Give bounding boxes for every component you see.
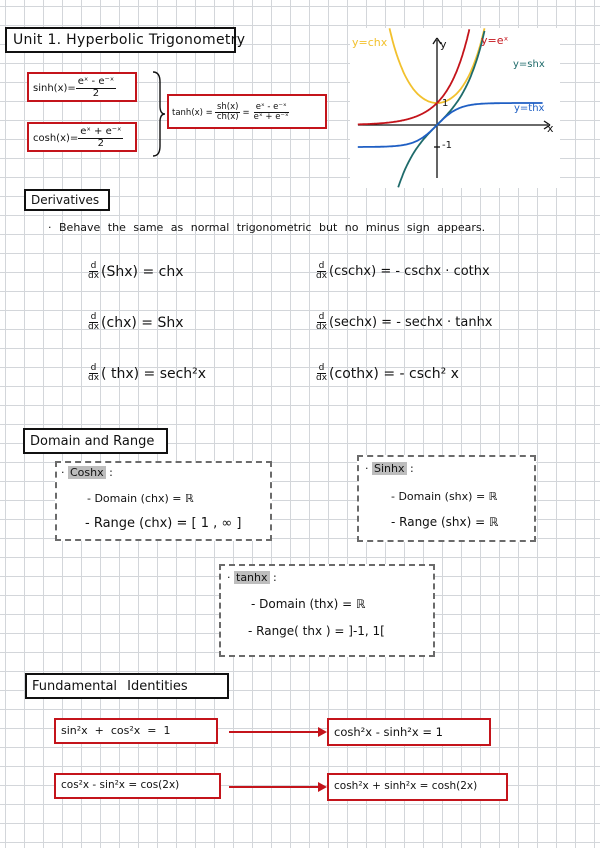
identity-row2-right — [327, 773, 508, 801]
d-dx-fraction — [314, 262, 329, 282]
derivative-item — [86, 313, 184, 333]
page-title-box — [5, 27, 246, 53]
cosh-range: - Range (chx) = [ 1 , ∞ ] — [85, 516, 242, 531]
tanh-definition-box — [167, 94, 327, 129]
derivative-item — [86, 364, 206, 384]
derivatives-note — [48, 221, 485, 234]
domain-heading-box — [23, 428, 168, 454]
derivatives-heading-box — [24, 189, 110, 211]
cosh-domain: - Domain (chx) = ℝ — [87, 492, 194, 505]
sinh-label-text: Sinhx — [374, 462, 405, 475]
derivative-item — [86, 262, 184, 282]
tanh-label-text: tanhx — [236, 571, 268, 584]
label-ex: y=eˣ — [481, 34, 509, 47]
cosh-label-text: Coshx — [70, 466, 104, 479]
tanh-equals: = — [242, 107, 250, 118]
derivatives-heading: Derivatives — [31, 193, 100, 207]
derivative-expr: ( thx) = sech²x — [101, 365, 207, 382]
page-title: Unit 1. Hyperbolic Trigonometry — [13, 32, 246, 48]
sinh-lhs: sinh(x)= — [33, 82, 76, 94]
sinh-domain: - Domain (shx) = ℝ — [391, 490, 498, 503]
derivative-item — [314, 262, 490, 282]
label-sh: y=shx — [513, 59, 545, 70]
derivative-expr: (sechx) = - sechx · tanhx — [329, 315, 493, 331]
sinh-domain-box — [357, 455, 536, 542]
sinh-range: - Range (shx) = ℝ — [391, 515, 499, 529]
d-denominator: dx — [88, 271, 100, 282]
tanh-fraction-2 — [252, 103, 291, 122]
tanh-fraction-1 — [215, 103, 241, 122]
cosh-label: · Coshx : — [61, 466, 113, 479]
label-th: y=thx — [514, 103, 545, 114]
derivative-expr: (Shx) = chx — [101, 263, 184, 280]
d-numerator: d — [318, 261, 325, 271]
d-denominator: dx — [316, 271, 328, 282]
d-numerator: d — [90, 261, 97, 271]
tick-m1-label: -1 — [442, 140, 452, 151]
d-denominator: dx — [88, 373, 100, 384]
identity-row2-left — [54, 773, 221, 799]
identity-row1-right — [327, 718, 491, 746]
d-denominator: dx — [88, 322, 100, 333]
identities-heading-box — [25, 673, 229, 699]
derivatives-note-text: Behave the same as normal trigonometric but no minus sign appears. — [59, 221, 486, 234]
derivative-item — [314, 364, 459, 384]
identity-row2-left-text: cos²x - sin²x = cos(2x) — [61, 779, 180, 791]
tanh-domain-box — [219, 564, 435, 657]
identity-row1-arrow-line — [229, 731, 321, 733]
note-bullet-icon: · — [48, 221, 59, 234]
brace-icon — [150, 70, 166, 158]
d-denominator: dx — [316, 322, 328, 333]
derivative-expr: (chx) = Shx — [101, 314, 184, 331]
label-ch: y=chx — [352, 36, 388, 49]
d-numerator: d — [318, 363, 325, 373]
domain-heading: Domain and Range — [30, 434, 155, 449]
d-numerator: d — [90, 363, 97, 373]
arrow-right-icon — [318, 727, 327, 737]
arrow-right-icon — [318, 782, 327, 792]
tick-1-label: 1 — [442, 98, 449, 109]
d-numerator: d — [318, 312, 325, 322]
derivative-expr: (cschx) = - cschx · cothx — [329, 264, 490, 280]
tanh-label: · tanhx : — [227, 571, 277, 584]
axis-x-label: x — [547, 122, 554, 135]
identity-row1-left — [54, 718, 218, 744]
identity-row1-right-text: cosh²x - sinh²x = 1 — [334, 725, 443, 739]
d-dx-fraction — [314, 364, 329, 384]
tanh-f1-numerator: sh(x) — [216, 102, 239, 113]
tanh-range: - Range( thx ) = ]-1, 1[ — [248, 624, 385, 638]
d-dx-fraction — [86, 364, 101, 384]
sinh-definition-box — [27, 72, 137, 102]
d-dx-fraction — [314, 313, 329, 333]
d-numerator: d — [90, 312, 97, 322]
cosh-lhs: cosh(x)= — [33, 132, 79, 144]
cosh-domain-box — [55, 461, 272, 541]
identity-row1-left-text: sin²x + cos²x = 1 — [61, 724, 171, 737]
cosh-definition-box — [27, 122, 137, 152]
tanh-domain: - Domain (thx) = ℝ — [251, 597, 366, 611]
identity-row2-arrow-line — [229, 786, 321, 788]
d-dx-fraction — [86, 262, 101, 282]
d-denominator: dx — [316, 373, 328, 384]
tanh-f2-numerator: eˣ - e⁻ˣ — [255, 102, 287, 113]
derivative-item — [314, 313, 493, 333]
sinh-numerator: eˣ - e⁻ˣ — [77, 76, 115, 87]
d-dx-fraction — [86, 313, 101, 333]
sinh-label: · Sinhx : — [365, 462, 414, 475]
identities-heading: Fundamental Identities — [32, 679, 188, 694]
derivative-expr: (cothx) = - csch² x — [329, 365, 459, 382]
sinh-fraction — [76, 77, 116, 99]
tanh-f1-denominator: ch(x) — [216, 112, 239, 122]
identity-row2-right-text: cosh²x + sinh²x = cosh(2x) — [334, 780, 478, 792]
sinh-denominator: 2 — [92, 87, 100, 99]
tanh-f2-denominator: eˣ + e⁻ˣ — [253, 112, 289, 122]
cosh-numerator: eˣ + e⁻ˣ — [80, 126, 122, 137]
cosh-denominator: 2 — [97, 137, 105, 149]
tanh-lhs: tanh(x) = — [172, 107, 213, 118]
cosh-fraction — [78, 127, 123, 149]
axis-y-label: y — [440, 38, 447, 51]
